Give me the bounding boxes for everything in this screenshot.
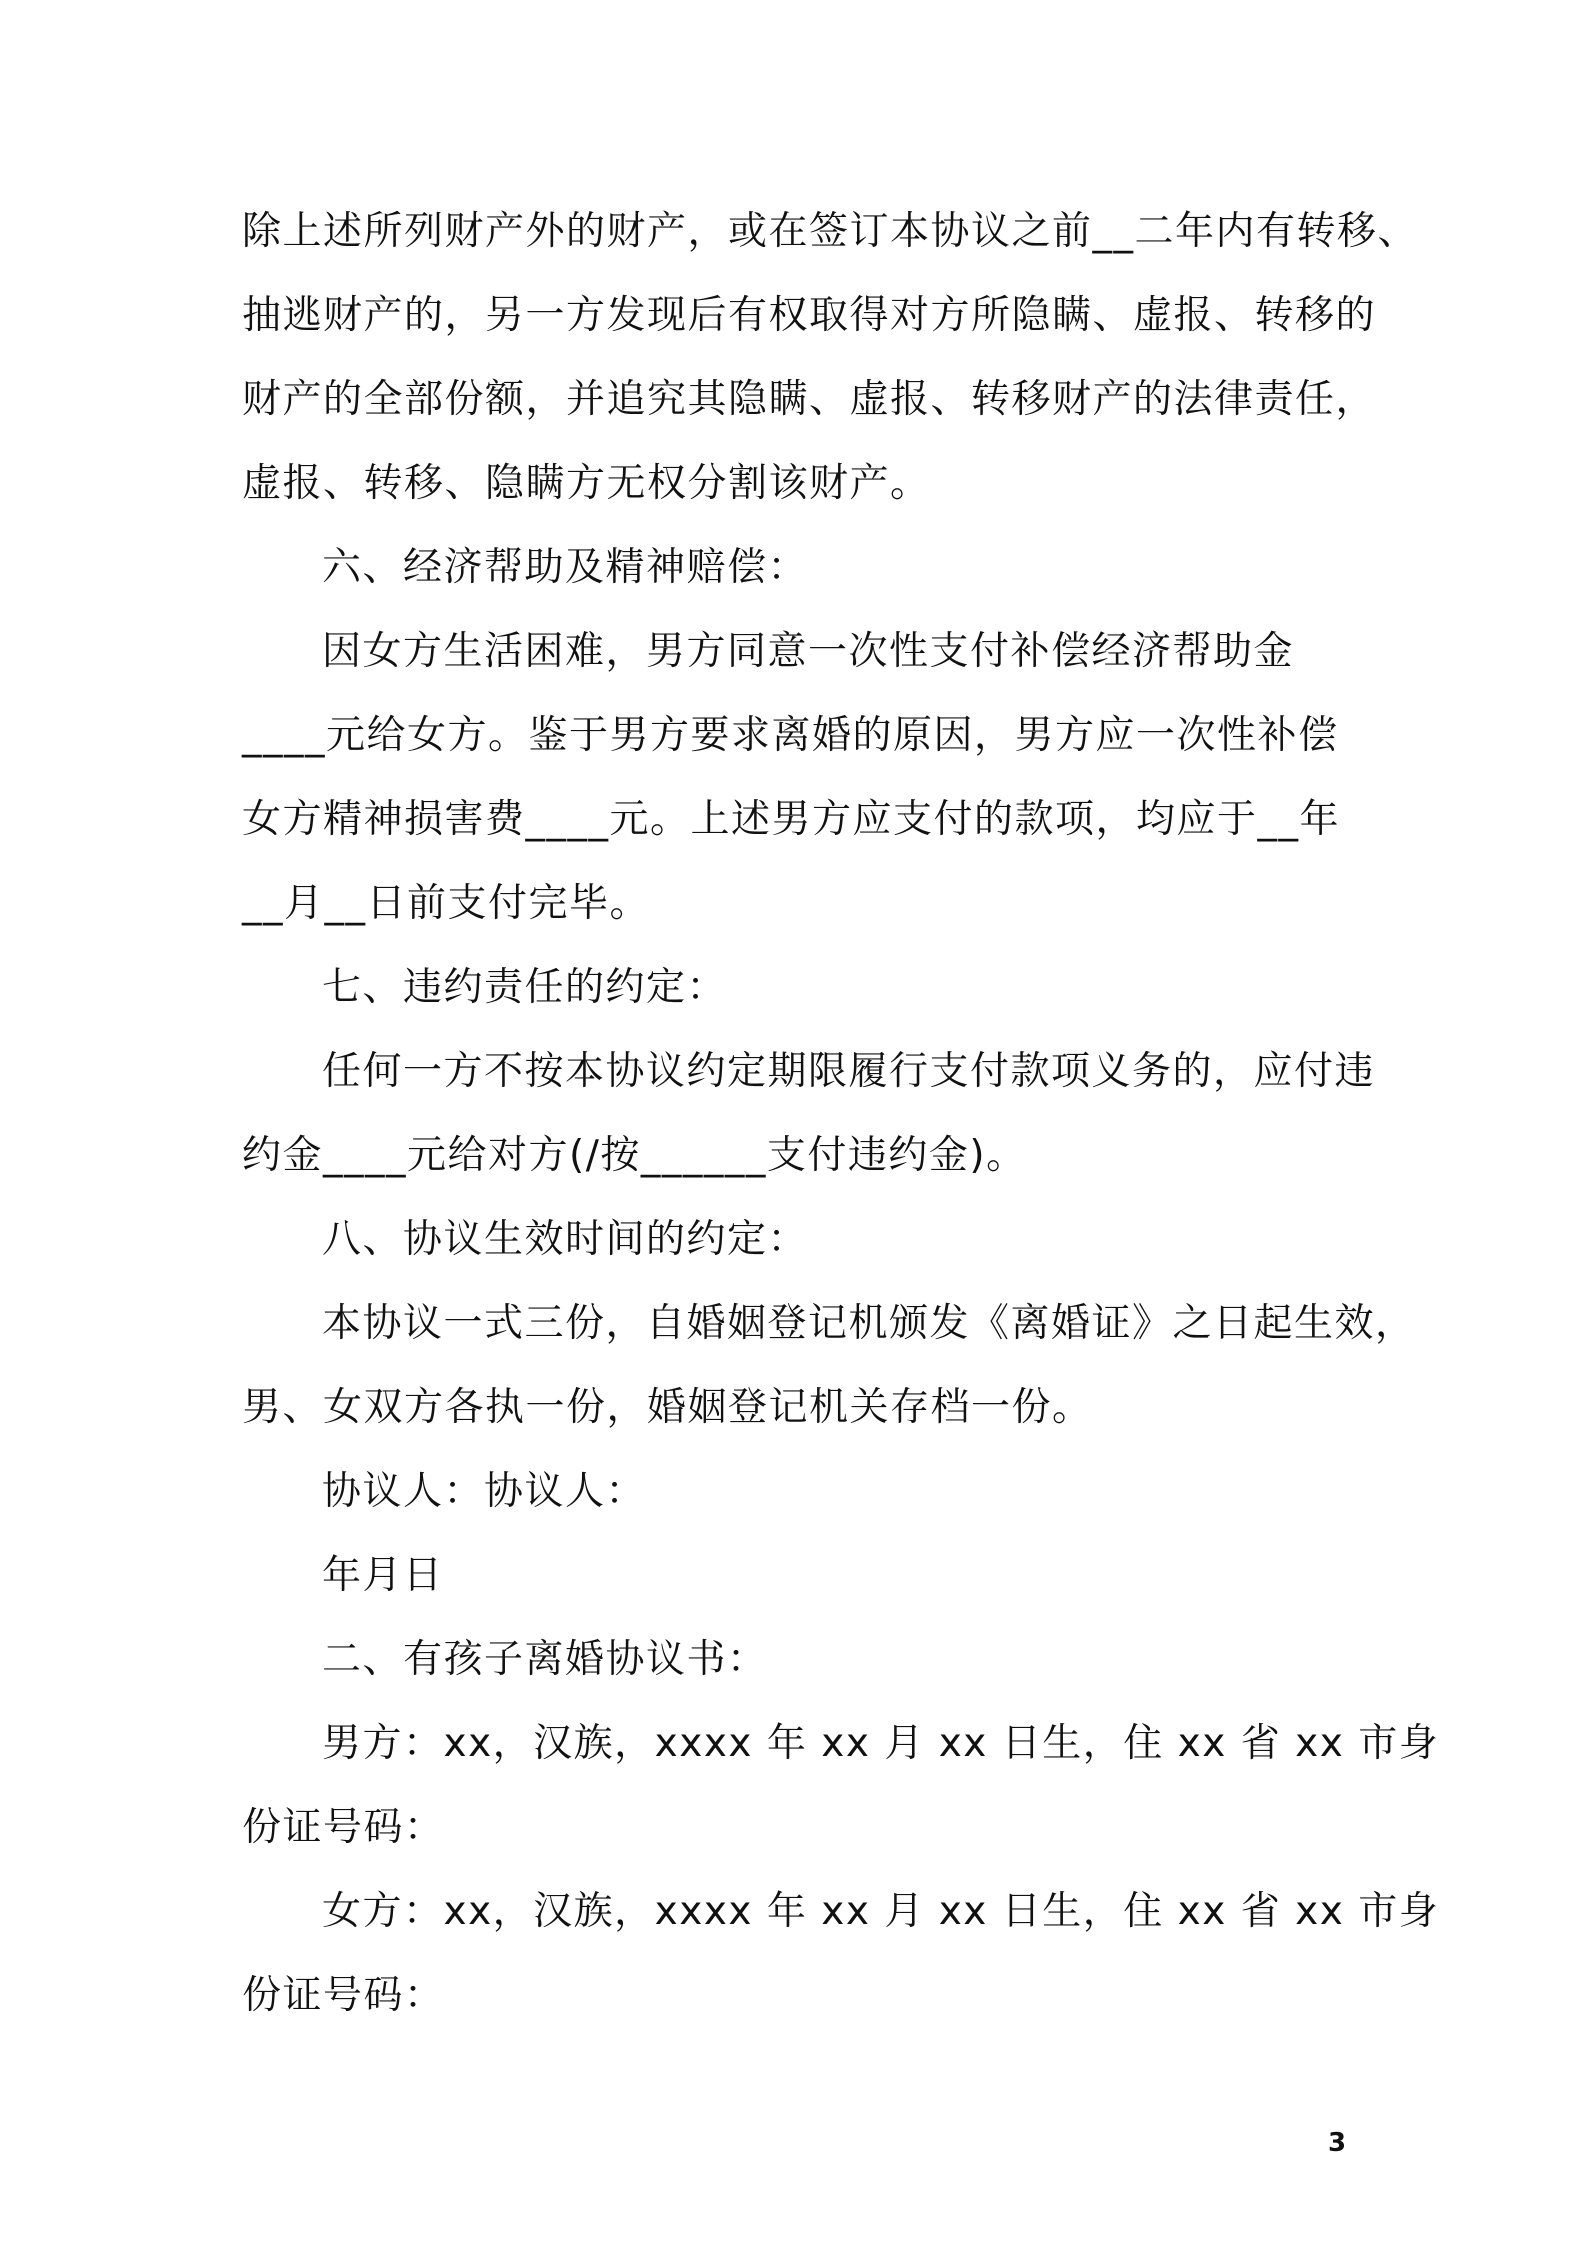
text-line: 年月日 — [322, 1553, 444, 1598]
text-line: 七、违约责任的约定： — [322, 965, 728, 1010]
text-line: 女方精神损害费____元。上述男方应支付的款项，均应于__年 — [242, 797, 1341, 842]
text-line: 因女方生活困难，男方同意一次性支付补偿经济帮助金 — [322, 629, 1295, 674]
text-line: 协议人：协议人： — [322, 1469, 647, 1514]
text-line: ____元给女方。鉴于男方要求离婚的原因，男方应一次性补偿 — [242, 713, 1339, 758]
text-line: 除上述所列财产外的财产，或在签订本协议之前__二年内有转移、 — [242, 209, 1419, 254]
text-line: 财产的全部份额，并追究其隐瞒、虚报、转移财产的法律责任， — [242, 377, 1377, 422]
text-line: 抽逃财产的，另一方发现后有权取得对方所隐瞒、虚报、转移的 — [242, 293, 1377, 338]
text-line: __月__日前支付完毕。 — [242, 881, 651, 926]
text-line: 男、女双方各执一份，婚姻登记机关存档一份。 — [242, 1385, 1093, 1430]
text-line: 约金____元给对方(/按______支付违约金)。 — [242, 1133, 1027, 1178]
text-line: 份证号码： — [242, 1805, 445, 1850]
text-line: 男方：xx，汉族，xxxx 年 xx 月 xx 日生，住 xx 省 xx 市身 — [322, 1721, 1440, 1766]
text-line: 任何一方不按本协议约定期限履行支付款项义务的，应付违 — [322, 1049, 1376, 1094]
text-line: 女方：xx，汉族，xxxx 年 xx 月 xx 日生，住 xx 省 xx 市身 — [322, 1889, 1440, 1934]
text-line: 二、有孩子离婚协议书： — [322, 1637, 768, 1682]
document-body — [242, 190, 1440, 2038]
text-line: 本协议一式三份，自婚姻登记机颁发《离婚证》之日起生效， — [322, 1301, 1416, 1346]
text-line: 六、经济帮助及精神赔偿： — [322, 545, 809, 590]
page-number: 3 — [1328, 2128, 1347, 2158]
text-line: 虚报、转移、隐瞒方无权分割该财产。 — [242, 461, 931, 506]
text-line: 八、协议生效时间的约定： — [322, 1217, 809, 1262]
text-line: 份证号码： — [242, 1973, 445, 2018]
